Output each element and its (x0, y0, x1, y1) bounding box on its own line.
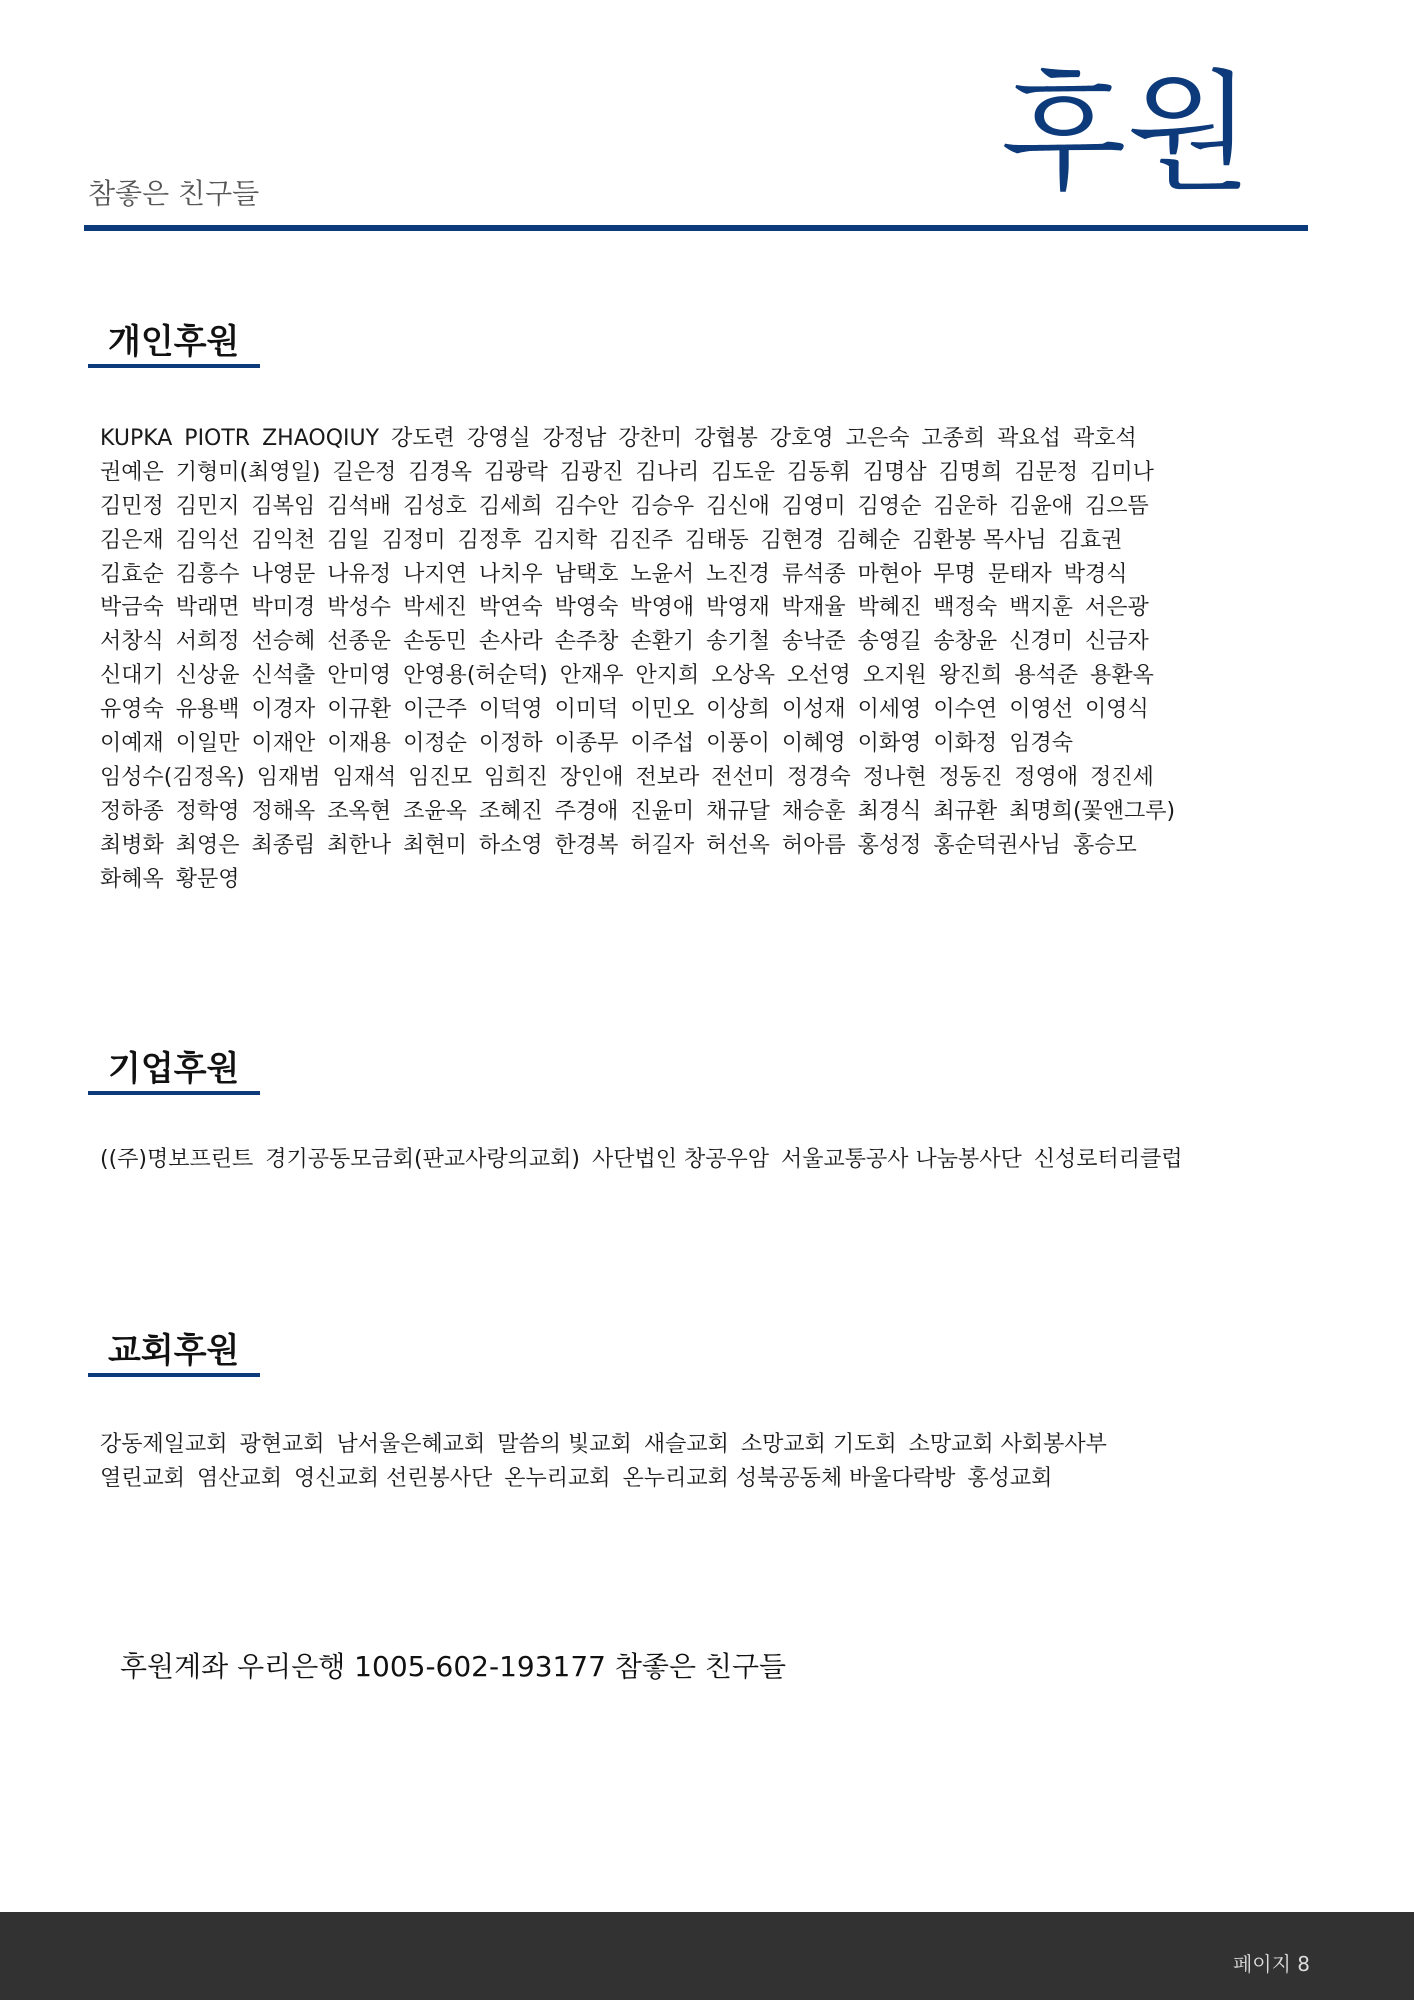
donor-name: 서창식 (100, 629, 164, 655)
donor-name: 강도련 (391, 426, 455, 451)
donor-name: 안미영 (327, 663, 392, 689)
donor-name: 김정후 (457, 527, 522, 553)
donor-name: ((주)명보프린트 (100, 1147, 254, 1172)
donor-name: 임재석 (332, 764, 397, 790)
donor-row (100, 490, 1340, 524)
donor-name: 박재율 (781, 595, 846, 621)
header-divider (84, 225, 1308, 231)
donor-name: 사단법인 창공우암 (591, 1147, 769, 1172)
footer-bar (0, 1912, 1414, 2000)
donor-row (100, 863, 1340, 897)
donor-name: 오상옥 (711, 663, 776, 689)
donor-name: 주경애 (554, 798, 619, 824)
donor-name: 최종림 (251, 832, 316, 858)
donor-name: 이미덕 (554, 697, 619, 723)
donor-name: 정학영 (175, 798, 240, 824)
donor-name: 왕진희 (938, 663, 1003, 689)
donor-name: 마현아 (857, 561, 922, 587)
donor-name: 김신애 (706, 493, 770, 519)
donor-name: 길은정 (332, 459, 397, 485)
donor-name: 신대기 (100, 663, 164, 689)
donor-name: 임경숙 (1009, 731, 1073, 757)
donor-name: 김흥수 (175, 561, 240, 587)
donor-name: 영신교회 선린봉사단 (294, 1465, 493, 1491)
donor-row (100, 829, 1340, 863)
donor-name: 선승혜 (251, 629, 316, 655)
donor-row (100, 422, 1340, 456)
donor-name: 임진모 (408, 764, 472, 790)
donor-name: 이재용 (327, 731, 392, 757)
donor-name: 고종희 (921, 426, 986, 451)
donor-name: 소망교회 기도회 (740, 1432, 897, 1457)
donor-name: 임성수(김정옥) (100, 764, 245, 790)
donor-name: 송기철 (706, 629, 770, 655)
donor-name: 서울교통공사 나눔봉사단 (780, 1147, 1022, 1172)
donor-name: 김복임 (251, 493, 316, 519)
donor-name: 기형미(최영일) (175, 459, 321, 485)
donor-name: 김명삼 (862, 459, 927, 485)
donor-name: 온누리교회 (504, 1465, 611, 1491)
donor-name: 이혜영 (781, 731, 846, 757)
donor-name: 김지학 (533, 527, 598, 553)
donor-name: 이영식 (1084, 697, 1149, 723)
donor-row (100, 795, 1340, 829)
donor-name: 신석출 (251, 663, 316, 689)
donation-account: 후원계좌 우리은행 1005-602-193177 참좋은 친구들 (120, 1650, 787, 1683)
donor-name: 김경옥 (408, 459, 472, 485)
section-title-individual: 개인후원 (108, 322, 240, 362)
donor-name: 김광락 (483, 459, 548, 485)
donor-name: 김효권 (1058, 527, 1123, 553)
donor-name: 김익천 (251, 527, 316, 553)
donor-name: 김영순 (857, 493, 922, 519)
donor-name: 이일만 (175, 731, 240, 757)
donor-row (100, 1428, 1340, 1462)
donor-name: 김민지 (175, 493, 240, 519)
donor-name: 조옥현 (327, 798, 392, 824)
donor-name: ZHAOQIUY (262, 426, 380, 451)
donor-name: 김환봉 목사님 (912, 527, 1047, 553)
donor-name: 정동진 (938, 764, 1003, 790)
donor-name: 안재우 (559, 663, 624, 689)
donor-name: 조혜진 (478, 798, 543, 824)
donor-name: 임재범 (256, 764, 321, 790)
donor-name: 전보라 (635, 764, 700, 790)
donor-name: 김승우 (630, 493, 695, 519)
donor-name: 이주섭 (630, 731, 695, 757)
donor-name: 최영은 (175, 832, 240, 858)
donor-name: 조윤옥 (403, 798, 467, 824)
donor-name: 김민정 (100, 493, 164, 519)
donor-name: 김미나 (1090, 459, 1154, 485)
page-number: 페이지 8 (1232, 1952, 1310, 1976)
donor-name: 정나현 (862, 764, 927, 790)
donor-name: 새슬교회 (643, 1432, 729, 1457)
header-org-name: 참좋은 친구들 (88, 177, 260, 210)
donor-name: 온누리교회 성북공동체 바울다락방 (622, 1465, 956, 1491)
donor-name: 김으뜸 (1084, 493, 1149, 519)
donor-name: 김성호 (403, 493, 467, 519)
donor-name: 김광진 (559, 459, 624, 485)
donor-name: 채승훈 (781, 798, 846, 824)
donor-name: 신금자 (1084, 629, 1149, 655)
donor-name: 정영애 (1014, 764, 1079, 790)
donor-name: 김현경 (760, 527, 825, 553)
donor-name: 신상윤 (175, 663, 240, 689)
donor-name: 이세영 (857, 697, 922, 723)
donor-name: 박영재 (706, 595, 770, 621)
donor-name: 김진주 (609, 527, 673, 553)
donor-name: 강호영 (769, 426, 834, 451)
donor-name: 박경식 (1063, 561, 1128, 587)
donor-name: 허길자 (630, 832, 695, 858)
donor-name: 이예재 (100, 731, 164, 757)
individual-donor-list (100, 422, 1340, 896)
donor-name: 백정숙 (933, 595, 998, 621)
donor-name: 류석종 (781, 561, 846, 587)
donor-name: 박미경 (251, 595, 316, 621)
donor-name: 이정순 (403, 731, 467, 757)
donor-name: 소망교회 사회봉사부 (908, 1432, 1107, 1457)
donor-name: 김일 (327, 527, 370, 553)
donor-name: 송낙준 (781, 629, 846, 655)
donor-name: 송창윤 (933, 629, 998, 655)
donor-name: 김효순 (100, 561, 164, 587)
donor-name: 경기공동모금회(판교사랑의교회) (265, 1147, 580, 1172)
donor-name: 이수연 (933, 697, 998, 723)
donor-row (100, 524, 1340, 558)
donor-name: 손환기 (630, 629, 695, 655)
donor-name: 박금숙 (100, 595, 164, 621)
donor-name: 이규환 (327, 697, 392, 723)
donor-name: 용석준 (1014, 663, 1079, 689)
donor-name: 염산교회 (197, 1465, 283, 1491)
donor-name: 한경복 (554, 832, 619, 858)
donor-name: 화혜옥 (100, 866, 164, 892)
donor-name: 백지훈 (1009, 595, 1073, 621)
donor-name: 김혜순 (836, 527, 901, 553)
donor-name: 박연숙 (478, 595, 543, 621)
donor-name: 이상희 (706, 697, 770, 723)
section-underline-corporate (88, 1091, 260, 1095)
donor-name: 김명희 (938, 459, 1003, 485)
donor-name: 오지원 (862, 663, 927, 689)
donor-name: 선종운 (327, 629, 392, 655)
donor-name: 문태자 (987, 561, 1052, 587)
section-title-corporate: 기업후원 (108, 1049, 240, 1089)
donor-name: 말씀의 빛교회 (497, 1432, 632, 1457)
donor-name: 곽호석 (1072, 426, 1137, 451)
donor-name: 이화정 (933, 731, 998, 757)
donor-name: 권예은 (100, 459, 164, 485)
donor-name: 허아름 (781, 832, 846, 858)
section-underline-church (88, 1373, 260, 1377)
donor-name: 진윤미 (630, 798, 695, 824)
donor-name: 오선영 (787, 663, 851, 689)
donor-row (100, 659, 1340, 693)
donor-name: 나지연 (403, 561, 467, 587)
donor-name: 강정남 (542, 426, 607, 451)
donor-name: 정해옥 (251, 798, 316, 824)
donor-name: 김익선 (175, 527, 240, 553)
donor-name: PIOTR (184, 426, 251, 451)
donor-name: 남택호 (554, 561, 619, 587)
donor-name: 최병화 (100, 832, 164, 858)
donor-name: 안지희 (635, 663, 700, 689)
donor-name: 김운하 (933, 493, 998, 519)
donor-row (100, 591, 1340, 625)
donor-name: 최경식 (857, 798, 922, 824)
donor-name: 유영숙 (100, 697, 164, 723)
donor-name: 김정미 (381, 527, 446, 553)
donor-name: 박세진 (403, 595, 467, 621)
donor-name: 강협봉 (694, 426, 758, 451)
donor-row (100, 1143, 1340, 1177)
church-donor-list (100, 1428, 1340, 1496)
donor-name: 정진세 (1090, 764, 1154, 790)
donor-name: 박영숙 (554, 595, 619, 621)
donor-name: 강동제일교회 (100, 1432, 228, 1457)
donor-name: 박혜진 (857, 595, 922, 621)
donor-name: 전선미 (711, 764, 776, 790)
donor-name: 채규달 (706, 798, 770, 824)
donor-name: 서은광 (1084, 595, 1149, 621)
donor-row (100, 727, 1340, 761)
donor-name: 김도운 (711, 459, 776, 485)
donor-name: 곽요섭 (997, 426, 1061, 451)
donor-name: 손사라 (478, 629, 543, 655)
donor-name: 열린교회 (100, 1465, 186, 1491)
donor-name: 최현미 (403, 832, 467, 858)
donor-name: 안영용(허순덕) (403, 663, 548, 689)
donor-name: 정경숙 (787, 764, 851, 790)
donor-name: 김영미 (781, 493, 846, 519)
donor-name: 이종무 (554, 731, 619, 757)
donor-name: 김나리 (635, 459, 700, 485)
donor-name: 이성재 (781, 697, 846, 723)
donor-name: 이덕영 (478, 697, 543, 723)
donor-name: 박성수 (327, 595, 392, 621)
donor-name: 황문영 (175, 866, 240, 892)
donor-name: 김태동 (684, 527, 749, 553)
donor-name: 이풍이 (706, 731, 770, 757)
donor-name: 이정하 (478, 731, 543, 757)
donor-row (100, 558, 1340, 592)
donor-name: 허선옥 (706, 832, 770, 858)
donor-name: 김세희 (478, 493, 543, 519)
donor-row (100, 456, 1340, 490)
donor-name: 홍성정 (857, 832, 922, 858)
donor-name: 무명 (933, 561, 976, 587)
donor-name: 최한나 (327, 832, 392, 858)
donor-name: 이근주 (403, 697, 467, 723)
donor-name: 장인애 (559, 764, 624, 790)
section-underline-individual (88, 364, 260, 368)
donor-name: 광현교회 (239, 1432, 325, 1457)
donor-name: 나영문 (251, 561, 316, 587)
donor-name: 최규환 (933, 798, 998, 824)
section-title-church: 교회후원 (108, 1331, 240, 1371)
donor-row (100, 1462, 1340, 1496)
donor-name: 나치우 (478, 561, 543, 587)
donor-row (100, 693, 1340, 727)
donor-name: 이화영 (857, 731, 922, 757)
donor-name: 손동민 (403, 629, 467, 655)
donor-row (100, 761, 1340, 795)
donor-name: 송영길 (857, 629, 922, 655)
donor-name: 서희정 (175, 629, 240, 655)
donor-name: 이재안 (251, 731, 316, 757)
donor-name: 홍성교회 (967, 1465, 1053, 1491)
page-title: 후원 (1000, 57, 1252, 209)
donor-name: 최명희(꽃앤그루) (1009, 798, 1176, 824)
donor-name: 나유정 (327, 561, 392, 587)
donor-name: 고은숙 (845, 426, 910, 451)
donor-name: 신성로터리클럽 (1033, 1147, 1183, 1172)
donor-row (100, 625, 1340, 659)
corporate-donor-list (100, 1143, 1340, 1177)
donor-name: 김수안 (554, 493, 619, 519)
donor-name: 노윤서 (630, 561, 695, 587)
donor-name: 정하종 (100, 798, 164, 824)
donor-name: 용환옥 (1090, 663, 1154, 689)
donor-name: 홍순덕권사님 (933, 832, 1061, 858)
donor-name: 유용백 (175, 697, 240, 723)
donor-name: 남서울은혜교회 (336, 1432, 486, 1457)
donor-name: 강영실 (466, 426, 531, 451)
donor-name: 이경자 (251, 697, 316, 723)
donor-name: 임희진 (483, 764, 548, 790)
donor-name: 김동휘 (787, 459, 851, 485)
donor-name: 김문정 (1014, 459, 1079, 485)
donor-name: 강찬미 (618, 426, 683, 451)
donor-name: 박래면 (175, 595, 240, 621)
donor-name: 하소영 (478, 832, 543, 858)
donor-name: 손주창 (554, 629, 619, 655)
donor-name: 박영애 (630, 595, 695, 621)
donor-name: 김은재 (100, 527, 164, 553)
donor-name: 김석배 (327, 493, 392, 519)
donor-name: 이민오 (630, 697, 695, 723)
donor-name: 노진경 (706, 561, 770, 587)
donor-name: 이영선 (1009, 697, 1073, 723)
donor-name: 김윤애 (1009, 493, 1073, 519)
donor-name: KUPKA (100, 426, 173, 451)
donor-name: 홍승모 (1072, 832, 1137, 858)
donor-name: 신경미 (1009, 629, 1073, 655)
